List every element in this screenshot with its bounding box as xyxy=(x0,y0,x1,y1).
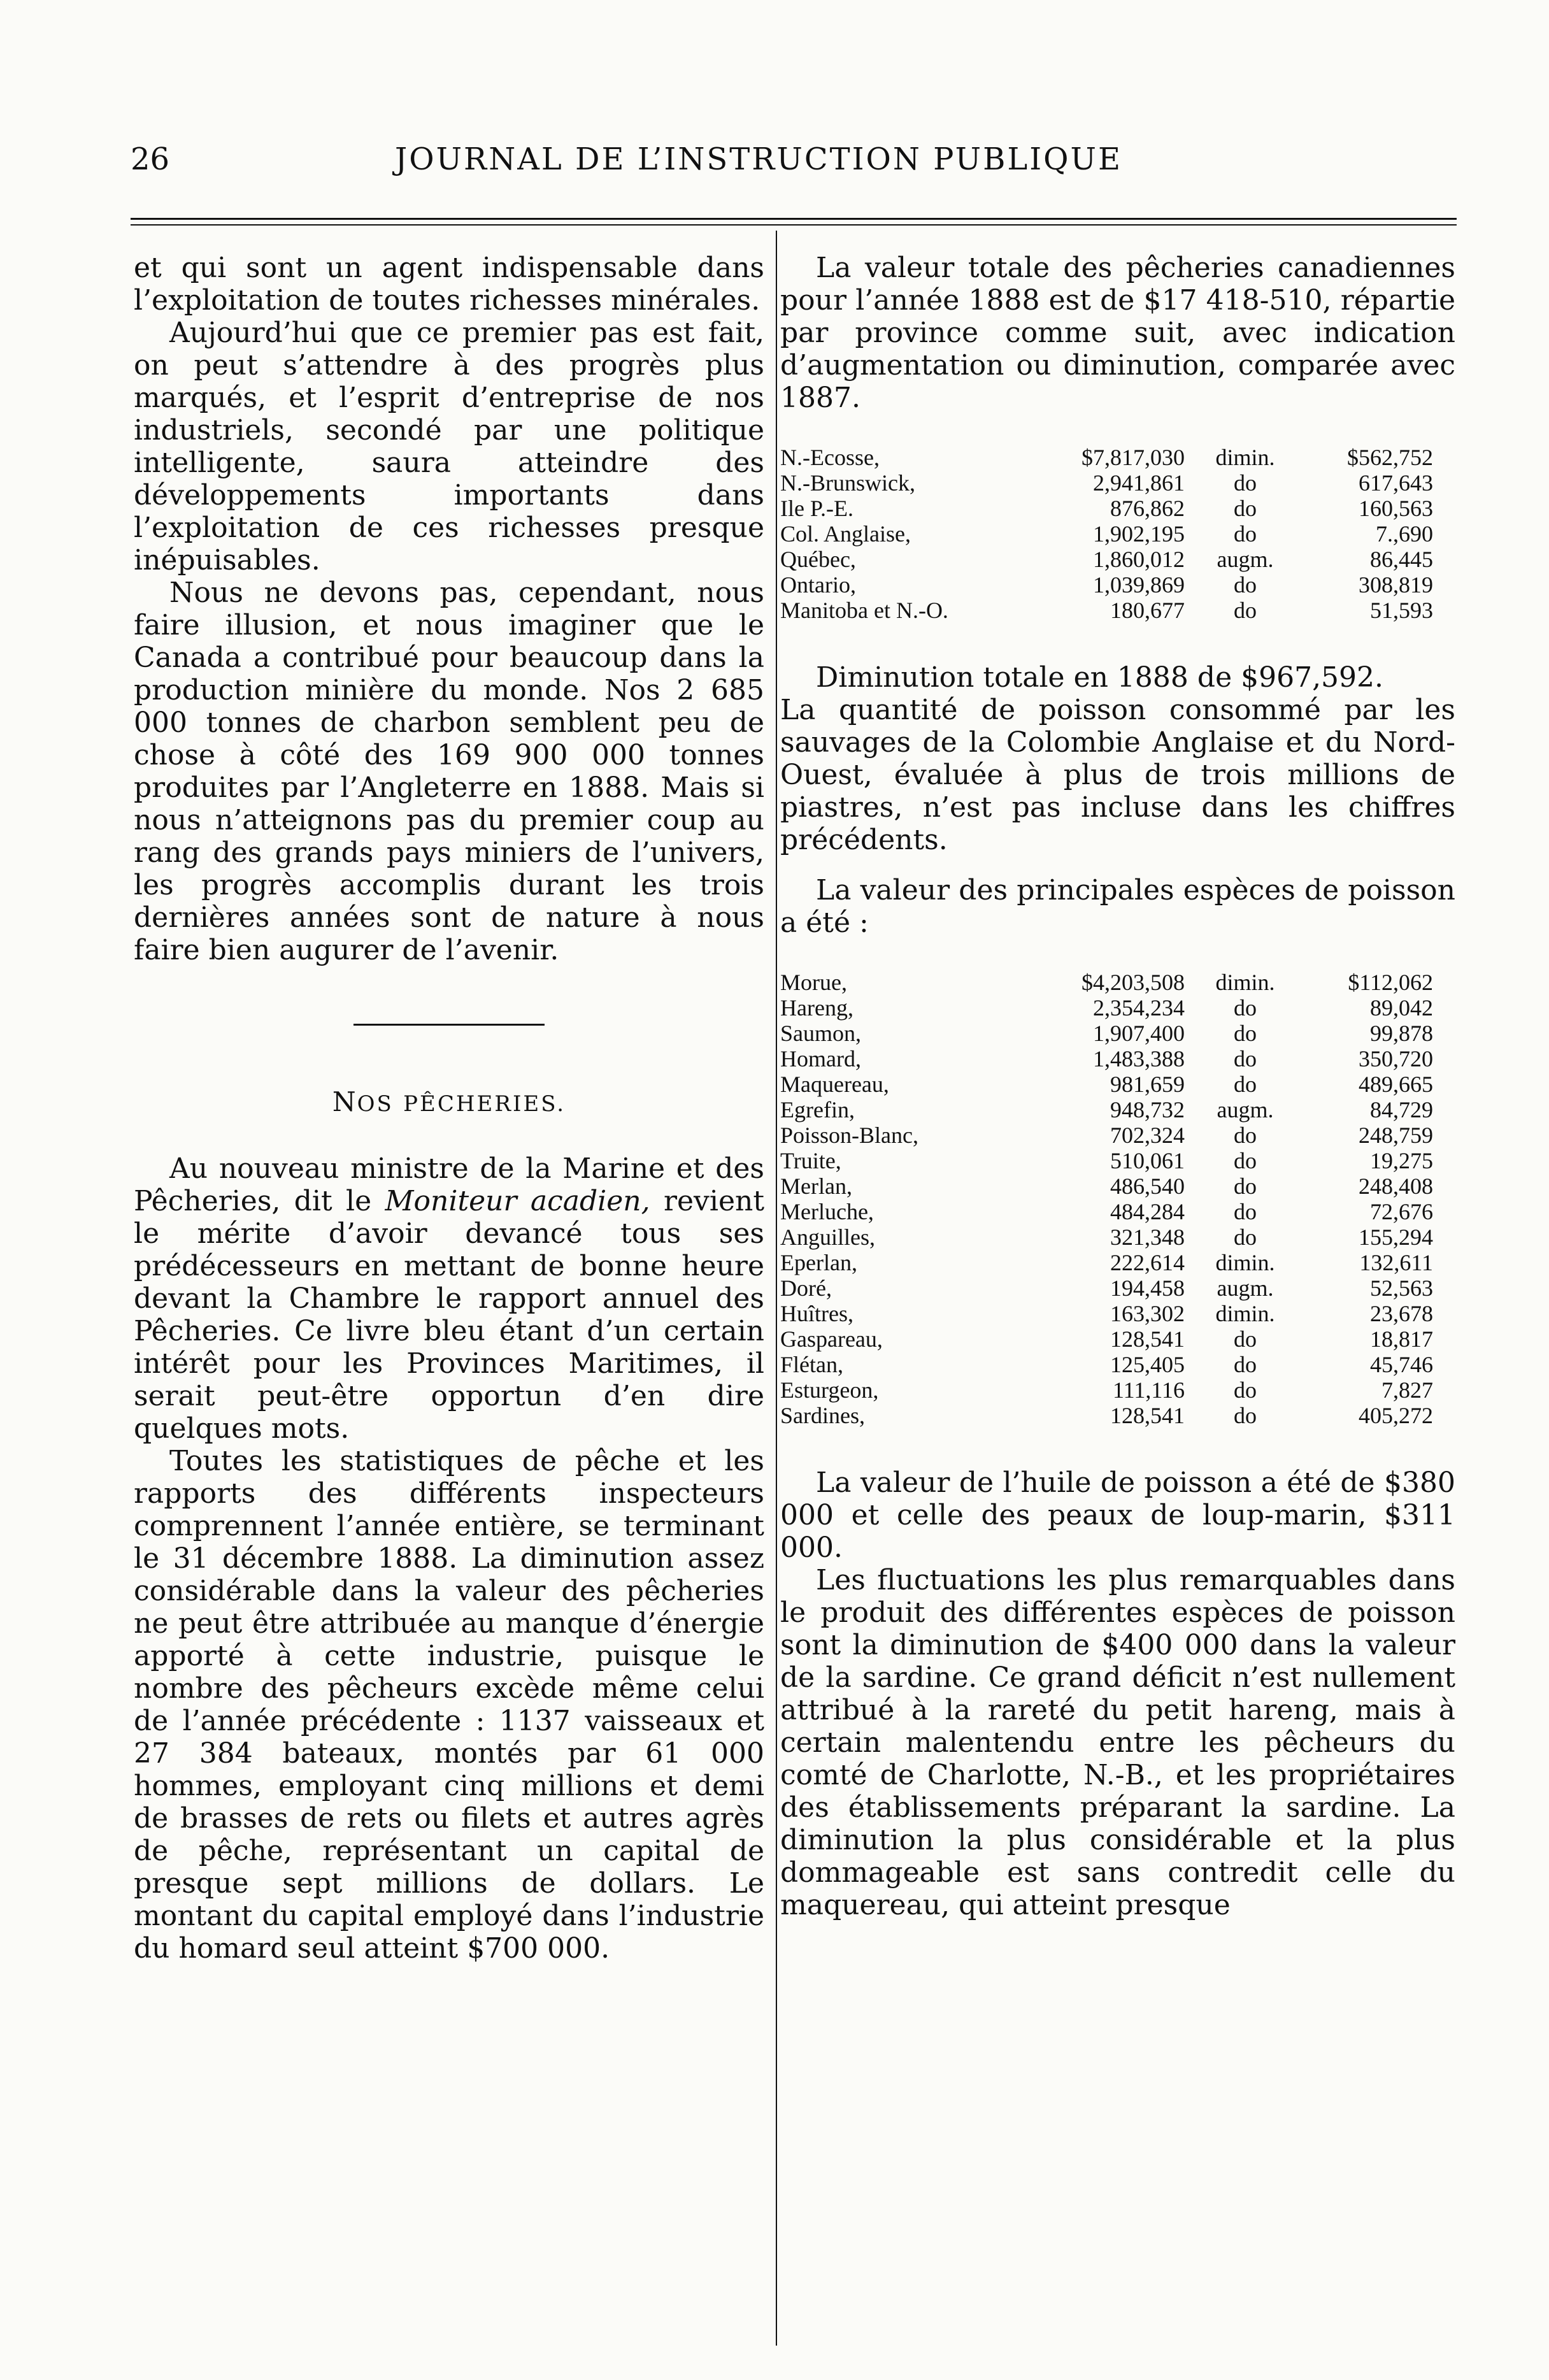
cell-change: do xyxy=(1234,1046,1257,1072)
cell-name: Morue, xyxy=(780,970,847,995)
cell-value: 1,483,388 xyxy=(1093,1046,1185,1072)
running-title: JOURNAL DE L’INSTRUCTION PUBLIQUE xyxy=(395,141,1123,177)
table-row xyxy=(780,496,1455,521)
paragraph: Nous ne devons pas, cependant, nous faire illusion, et nous imaginer que le Canada a contribué pour beaucoup dans la production minière du monde. Nos 2 685 000 tonnes de charbon semblent peu de chose à côté des 169 900 000 tonnes produites par l’Angleterre en 1888. Mais si nous n’atteignons pas du premier coup au rang des grands pays miniers de l’univers, les progrès accomplis durant les trois dernières années sont de nature à nous faire bien augurer de l’avenir. xyxy=(134,577,764,966)
cell-change: do xyxy=(1234,1352,1257,1377)
cell-name: N.-Ecosse, xyxy=(780,445,880,470)
table-row xyxy=(780,1199,1455,1224)
table-row xyxy=(780,1173,1455,1199)
section-heading xyxy=(134,1086,764,1117)
cell-change: do xyxy=(1234,496,1257,521)
cell-diff: 155,294 xyxy=(1359,1224,1433,1250)
table-row xyxy=(780,470,1455,496)
cell-change: do xyxy=(1234,1326,1257,1352)
cell-diff: 132,611 xyxy=(1359,1250,1433,1275)
paragraph: Aujourd’hui que ce premier pas est fait, on peut s’attendre à des progrès plus marqués, et l’esprit d’entreprise de nos industriels, secondé par une politique intelligente, saura atteindre des développements importants dans l’exploitation de ces richesses presque inépuisables. xyxy=(134,317,764,577)
cell-value: 180,677 xyxy=(1110,598,1185,623)
cell-change: do xyxy=(1234,1377,1257,1403)
column-divider xyxy=(776,231,777,2346)
cell-value: 128,541 xyxy=(1110,1326,1185,1352)
paragraph: La quantité de poisson consommé par les sauvages de la Colombie Anglaise et du Nord-Ouest, évaluée à plus de trois millions de piastres, n’est pas incluse dans les chiffres précédents. xyxy=(780,694,1455,856)
province-table xyxy=(780,445,1455,623)
cell-change: dimin. xyxy=(1215,445,1275,470)
paragraph: et qui sont un agent indispensable dans l’exploitation de toutes richesses minérales. xyxy=(134,252,764,317)
cell-change: dimin. xyxy=(1215,970,1275,995)
cell-value: $4,203,508 xyxy=(1081,970,1185,995)
cell-name: Manitoba et N.-O. xyxy=(780,598,948,623)
cell-diff: 23,678 xyxy=(1370,1301,1433,1326)
right-column xyxy=(780,252,1455,1921)
cell-name: Homard, xyxy=(780,1046,861,1072)
paragraph: Les fluctuations les plus remarquables dans le produit des différentes espèces de poisson sont la diminution de $400 000 dans la valeur de la sardine. Ce grand déficit n’est nullement attribué à la rareté du petit hareng, mais à certain malentendu entre les pêcheurs du comté de Charlotte, N.-B., et les propriétaires des établissements préparant la sardine. La diminution la plus considérable et la plus dommageable est sans contredit celle du maquereau, qui atteint presque xyxy=(780,1564,1455,1921)
table-row xyxy=(780,521,1455,547)
cell-diff: 86,445 xyxy=(1370,547,1433,572)
cell-value: 1,039,869 xyxy=(1093,572,1185,598)
cell-name: Egrefin, xyxy=(780,1097,855,1122)
cell-change: do xyxy=(1234,1021,1257,1046)
table-row xyxy=(780,572,1455,598)
paragraph: Toutes les statistiques de pêche et les rapports des différents inspecteurs comprennent l’année entière, se terminant le 31 décembre 1888. La diminution assez considérable dans la valeur des pêcheries ne peut être attribuée au manque d’énergie apporté à cette industrie, puisque le nombre des pêcheurs excède même celui de l’année précédente : 1137 vaisseaux et 27 384 bateaux, montés par 61 000 hommes, employant cinq millions et demi de brasses de rets ou filets et autres agrès de pêche, représentant un capital de presque sept millions de dollars. Le montant du capital employé dans l’industrie du homard seul atteint $700 000. xyxy=(134,1445,764,1965)
cell-name: Flétan, xyxy=(780,1352,843,1377)
cell-change: do xyxy=(1234,1122,1257,1148)
table-row xyxy=(780,1377,1455,1403)
cell-diff: 51,593 xyxy=(1370,598,1433,623)
cell-diff: 160,563 xyxy=(1359,496,1433,521)
table-row xyxy=(780,970,1455,995)
header-rule-top xyxy=(131,218,1457,220)
species-table xyxy=(780,970,1455,1428)
cell-diff: 52,563 xyxy=(1370,1275,1433,1301)
cell-value: 702,324 xyxy=(1110,1122,1185,1148)
cell-change: do xyxy=(1234,1403,1257,1428)
cell-name: Maquereau, xyxy=(780,1072,889,1097)
cell-name: Sardines, xyxy=(780,1403,865,1428)
cell-name: Ile P.-E. xyxy=(780,496,853,521)
cell-value: 486,540 xyxy=(1110,1173,1185,1199)
cell-change: dimin. xyxy=(1215,1250,1275,1275)
table-row xyxy=(780,1224,1455,1250)
cell-diff: $562,752 xyxy=(1347,445,1433,470)
paragraph: La valeur de l’huile de poisson a été de $380 000 et celle des peaux de loup-marin, $311 000. xyxy=(780,1466,1455,1564)
cell-value: 948,732 xyxy=(1110,1097,1185,1122)
table-row xyxy=(780,547,1455,572)
table-row xyxy=(780,1275,1455,1301)
cell-diff: 350,720 xyxy=(1359,1046,1433,1072)
cell-value: 125,405 xyxy=(1110,1352,1185,1377)
cell-name: Truite, xyxy=(780,1148,841,1173)
cell-name: Esturgeon, xyxy=(780,1377,879,1403)
table-row xyxy=(780,1403,1455,1428)
section-separator xyxy=(353,1024,545,1026)
table-row xyxy=(780,445,1455,470)
table-row xyxy=(780,1097,1455,1122)
cell-value: 222,614 xyxy=(1110,1250,1185,1275)
cell-name: Eperlan, xyxy=(780,1250,857,1275)
left-column xyxy=(134,252,764,1965)
table-row xyxy=(780,1072,1455,1097)
cell-change: do xyxy=(1234,1072,1257,1097)
cell-name: Québec, xyxy=(780,547,856,572)
paragraph: La valeur des principales espèces de poisson a été : xyxy=(780,874,1455,939)
paragraph: Diminution totale en 1888 de $967,592. xyxy=(816,661,1384,694)
cell-value: 510,061 xyxy=(1110,1148,1185,1173)
cell-value: 2,941,861 xyxy=(1093,470,1185,496)
cell-change: augm. xyxy=(1217,1097,1274,1122)
cell-diff: 84,729 xyxy=(1370,1097,1433,1122)
cell-value: 981,659 xyxy=(1110,1072,1185,1097)
cell-name: Gaspareau, xyxy=(780,1326,883,1352)
cell-name: N.-Brunswick, xyxy=(780,470,915,496)
cell-diff: 617,643 xyxy=(1359,470,1433,496)
cell-change: do xyxy=(1234,1199,1257,1224)
cell-value: 1,907,400 xyxy=(1093,1021,1185,1046)
cell-change: do xyxy=(1234,995,1257,1021)
text-run: revient le mérite d’avoir devancé tous ses prédécesseurs en mettant de bonne heure devant la Chambre le rapport annuel des Pêcheries. Ce livre bleu étant d’un certain intérêt pour les Provinces Maritimes, il serait peut-être opportun d’en dire quelques mots. xyxy=(134,1185,765,1445)
cell-name: Col. Anglaise, xyxy=(780,521,911,547)
cell-diff: 99,878 xyxy=(1370,1021,1433,1046)
header-rule-bottom xyxy=(131,224,1457,226)
table-row xyxy=(780,598,1455,623)
section-heading-initial: N xyxy=(332,1086,357,1117)
cell-value: 194,458 xyxy=(1110,1275,1185,1301)
cell-value: 128,541 xyxy=(1110,1403,1185,1428)
table-row xyxy=(780,1301,1455,1326)
cell-change: augm. xyxy=(1217,1275,1274,1301)
section-heading-word: OS xyxy=(357,1091,394,1117)
cell-name: Huîtres, xyxy=(780,1301,853,1326)
cell-diff: 89,042 xyxy=(1370,995,1433,1021)
cell-name: Anguilles, xyxy=(780,1224,875,1250)
cell-value: 111,116 xyxy=(1113,1377,1185,1403)
page-number: 26 xyxy=(131,141,170,177)
cell-change: do xyxy=(1234,598,1257,623)
cell-diff: 7.,690 xyxy=(1376,521,1433,547)
cell-name: Poisson-Blanc, xyxy=(780,1122,919,1148)
cell-diff: 248,759 xyxy=(1359,1122,1433,1148)
cell-change: do xyxy=(1234,470,1257,496)
cell-diff: 45,746 xyxy=(1370,1352,1433,1377)
cell-diff: $112,062 xyxy=(1348,970,1433,995)
cell-change: do xyxy=(1234,1148,1257,1173)
cell-value: 163,302 xyxy=(1110,1301,1185,1326)
section-heading-word: PÊCHERIES. xyxy=(403,1091,566,1117)
cell-name: Saumon, xyxy=(780,1021,862,1046)
paragraph: La valeur totale des pêcheries canadiennes pour l’année 1888 est de $17 418-510, répartie par province comme suit, avec indication d’augmentation ou diminution, comparée avec 1887. xyxy=(780,252,1455,414)
text-run: Au nouveau ministre de la Marine et des Pêcheries, dit le xyxy=(134,1152,764,1217)
page-header xyxy=(0,0,1549,210)
table-row xyxy=(780,995,1455,1021)
table-row xyxy=(780,1326,1455,1352)
cell-diff: 489,665 xyxy=(1359,1072,1433,1097)
table-row xyxy=(780,1250,1455,1275)
cell-change: dimin. xyxy=(1215,1301,1275,1326)
cell-diff: 308,819 xyxy=(1359,572,1433,598)
cell-diff: 18,817 xyxy=(1370,1326,1433,1352)
cell-value: 1,860,012 xyxy=(1093,547,1185,572)
cell-value: 484,284 xyxy=(1110,1199,1185,1224)
cell-diff: 405,272 xyxy=(1359,1403,1433,1428)
table-row xyxy=(780,1352,1455,1377)
table-row xyxy=(780,1148,1455,1173)
paragraph xyxy=(134,1152,764,1445)
cell-diff: 248,408 xyxy=(1359,1173,1433,1199)
cell-name: Merlan, xyxy=(780,1173,852,1199)
cell-name: Doré, xyxy=(780,1275,832,1301)
cell-value: 876,862 xyxy=(1110,496,1185,521)
table-row xyxy=(780,1122,1455,1148)
cell-change: do xyxy=(1234,1224,1257,1250)
cell-change: do xyxy=(1234,1173,1257,1199)
publication-title: Moniteur acadien, xyxy=(385,1185,650,1217)
cell-change: augm. xyxy=(1217,547,1274,572)
table-row xyxy=(780,1046,1455,1072)
cell-diff: 7,827 xyxy=(1381,1377,1433,1403)
cell-name: Ontario, xyxy=(780,572,856,598)
cell-name: Hareng, xyxy=(780,995,853,1021)
cell-change: do xyxy=(1234,521,1257,547)
table-row xyxy=(780,1021,1455,1046)
cell-diff: 19,275 xyxy=(1370,1148,1433,1173)
cell-change: do xyxy=(1234,572,1257,598)
cell-value: 1,902,195 xyxy=(1093,521,1185,547)
cell-value: $7,817,030 xyxy=(1081,445,1185,470)
cell-name: Merluche, xyxy=(780,1199,874,1224)
cell-value: 2,354,234 xyxy=(1093,995,1185,1021)
cell-value: 321,348 xyxy=(1110,1224,1185,1250)
cell-diff: 72,676 xyxy=(1370,1199,1433,1224)
